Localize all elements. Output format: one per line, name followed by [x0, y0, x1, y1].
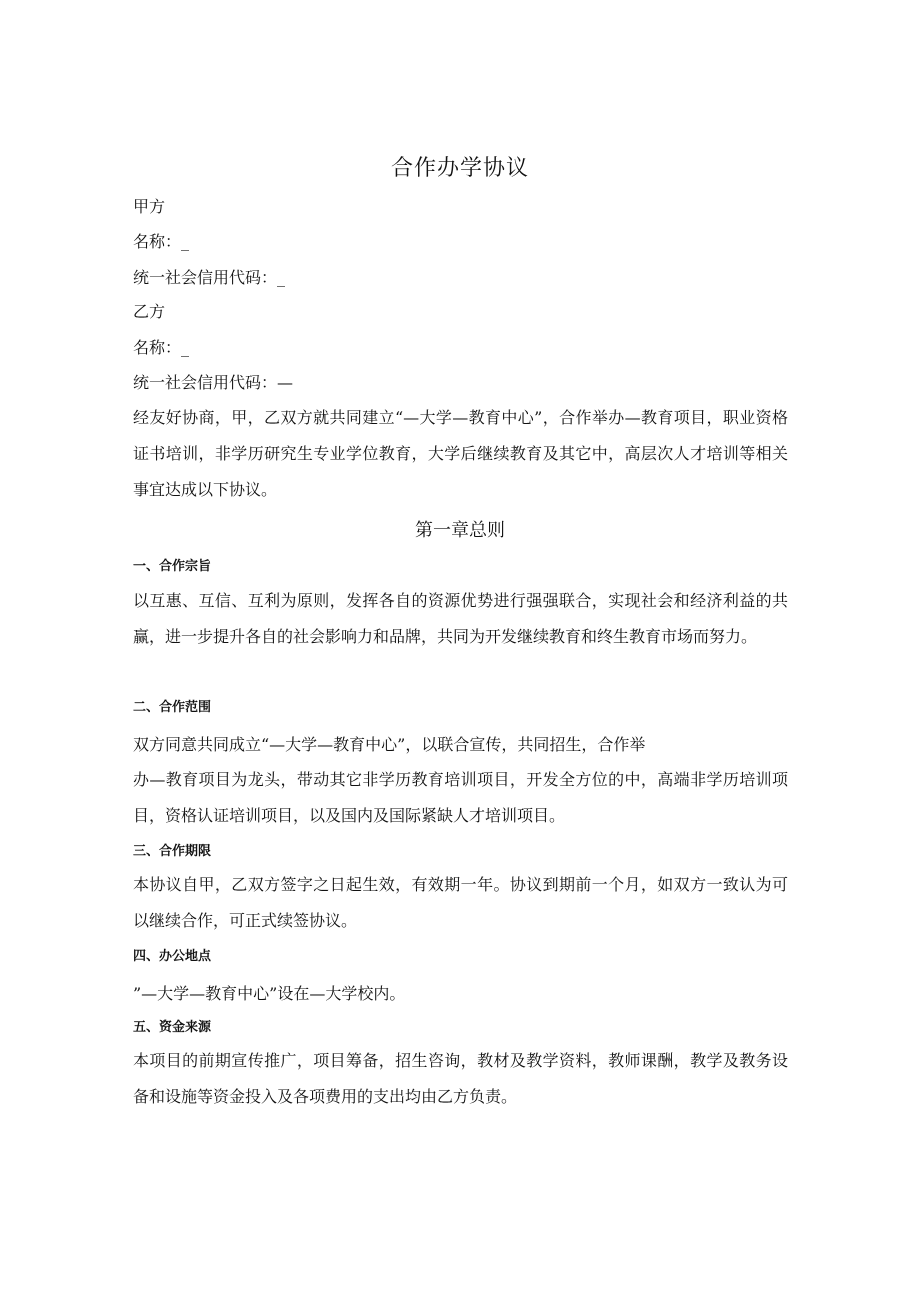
section-heading: 三、合作期限 [133, 844, 212, 859]
section-body: ”—大学—教育中心”设在—大学校内。 [133, 984, 406, 1003]
section-body: 本协议自甲，乙双方签字之日起生效，有效期一年。协议到期前一个月，如双方一致认为可以继续合作，可正式续签协议。 [133, 875, 788, 930]
preamble-paragraph: 经友好协商，甲，乙双方就共同建立“—大学—教育中心”，合作举办—教育项目，职业资格证书培训，非学历研究生专业学位教育，大学后继续教育及其它中，高层次人才培训等相关事宜达成以下协议。 [133, 408, 788, 499]
section-heading: 二、合作范围 [133, 700, 212, 715]
section-heading: 四、办公地点 [133, 949, 212, 964]
section-body: 以互惠、互信、互利为原则，发挥各自的资源优势进行强强联合，实现社会和经济利益的共赢，进一步提升各自的社会影响力和品牌，共同为开发继续教育和终生教育市场而努力。 [133, 591, 788, 646]
party-a-label: 甲方 [133, 197, 166, 216]
section-heading: 一、合作宗旨 [133, 559, 212, 574]
party-a-credit-code: 统一社会信用代码：_ [133, 268, 286, 287]
party-b-label: 乙方 [133, 302, 166, 321]
party-b-credit-code: 统一社会信用代码：— [133, 373, 294, 392]
party-b-name: 名称：_ [133, 338, 190, 357]
section-body: 本项目的前期宣传推广，项目筹备，招生咨询，教材及教学资料，教师课酬，教学及教务设备和设施等资金投入及各项费用的支出均由乙方负责。 [133, 1051, 788, 1106]
chapter-title: 第一章总则 [415, 520, 505, 541]
party-a-name: 名称：_ [133, 232, 190, 251]
document-title: 合作办学协议 [390, 156, 529, 181]
section-body: 办—教育项目为龙头，带动其它非学历教育培训项目，开发全方位的中，高端非学历培训项目，资格认证培训项目，以及国内及国际紧缺人才培训项目。 [133, 770, 788, 825]
section-body-first-line: 双方同意共同成立“—大学—教育中心”，以联合宣传，共同招生，合作举 [133, 735, 646, 754]
section-heading: 五、资金来源 [133, 1020, 212, 1035]
